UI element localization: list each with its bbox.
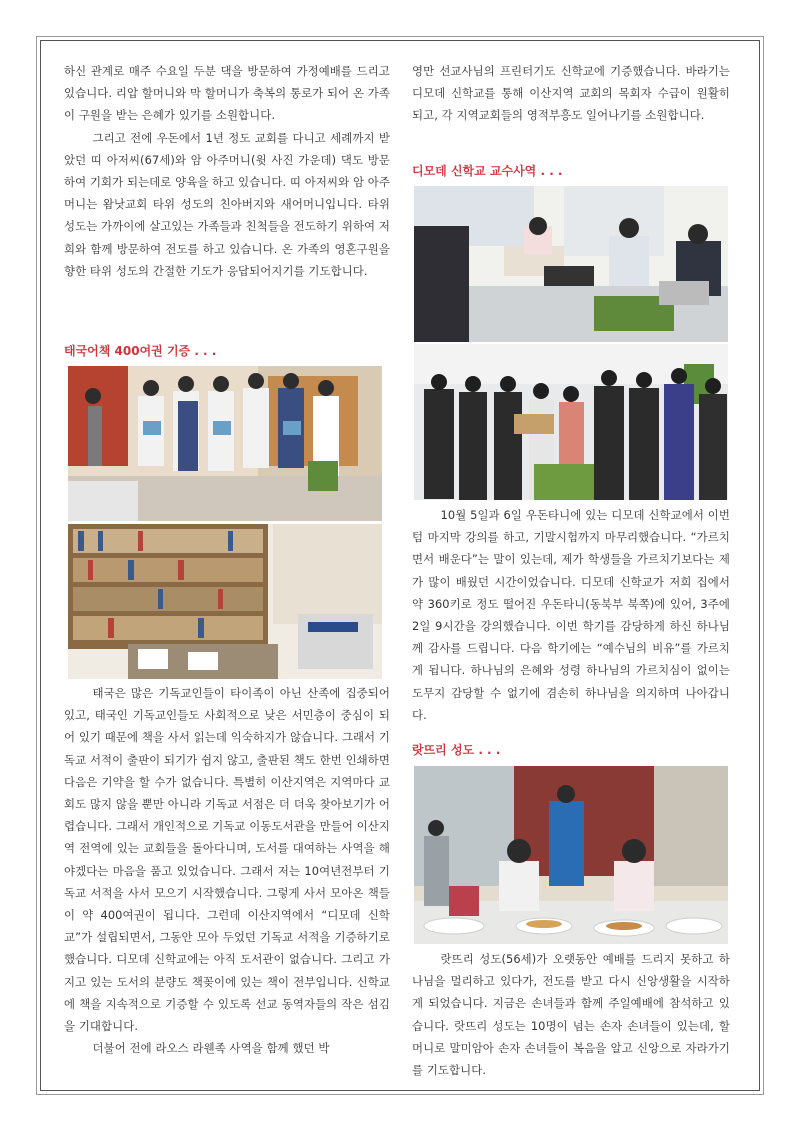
paragraph-lattri: 랏뜨리 성도(56세)가 오랫동안 예배를 드리지 못하고 하나님을 멀리하고 있다가, 전도를 받고 다시 신앙생활을 시작하게 되었습니다. 지금은 손녀들과 함께 주일예배에 참석하고 있습니다. 랏뜨리 성도는 10명이 넘는 손자 손녀들이 있는데, 할머니로 말미암아 손자 손녀들이 복음을 알고 신앙으로 자라가기를 기도합니다.	[412, 952, 730, 1078]
heading-teaching-ministry: 디모데 신학교 교수사역 . . .	[412, 164, 563, 178]
paragraph-teaching-report: 10월 5일과 6일 우돈타니에 있는 디모데 신학교에서 이번 텀 마지막 강의를 하고, 기말시험까지 마무리했습니다. “가르치면서 배운다”는 말이 있는데, 제가 학생들을 가르치기보다는 제가 많이 배웠던 시간이었습니다. 디모데 신학교가 저희 집에서 약 360키로 정도 떨어진 우돈타니(동북부 북쪽)에 있어, 3주에 2일 9시간을 강의했습니다. 이번 학기를 감당하게 하신 하나님께 감사를 드립니다. 다음 학기에는 “예수님의 비유”를 가르치게 됩니다. 하나님의 은혜와 성령 하나님의 가르치심이 없이는 도무지 감당할 수 없기에 겸손히 하나님을 의지하며 나아갑니다.	[412, 508, 730, 722]
photo-lattri-family-meal	[414, 766, 728, 944]
photo-bookshelf	[68, 524, 382, 679]
photo-group-teachers-students	[414, 344, 728, 500]
paragraph-printer-donation: 영만 선교사님의 프린터기도 신학교에 기증했습니다. 바라기는 디모데 신학교를 통해 이산지역 교회의 목회자 수급이 원활히 되고, 각 지역교회들의 영적부흥도 일어나기를 소원합니다.	[412, 64, 730, 123]
paragraph-ti-and-am: 그리고 전에 우돈에서 1년 정도 교회를 다니고 세례까지 받았던 띠 아저씨(67세)와 암 아주머니(윗 사진 가운데) 댁도 방문하여 기회가 되는데로 양육을 하고 있습니다. 띠 아저씨와 암 아주머니는 왐낫교회 타위 성도의 친아버지와 새어머니입니다. 타위 성도는 가까이에 살고있는 가족들과 친척들을 전도하기 위하여 저희와 함께 방문하여 전도를 하고 있습니다. 온 가족의 영혼구원을 향한 타위 성도의 간절한 기도가 응답되어지기를 기도합니다.	[64, 130, 390, 278]
paragraph-printer-donation-start: 더불어 전에 라오스 라웬족 사역을 함께 했던 박	[92, 1041, 330, 1056]
photo-students-with-books	[68, 366, 382, 521]
paragraph-thai-christian-books: 태국은 많은 기독교인들이 타이족이 아닌 산족에 집중되어 있고, 태국인 기독교인들도 사회적으로 낮은 서민층이 중심이 되어 있기 때문에 책을 사서 읽는데 익숙하지가 않습니다. 그래서 기독교 서적이 출판이 되기가 쉽지 않고, 출판된 책도 한번 인쇄하면 다음은 기약을 할 수가 없습니다. 특별히 이산지역은 지역마다 교회도 많지 않을 뿐만 아니라 기독교 서점은 더 더욱 찾아보기가 어렵습니다. 그래서 개인적으로 기독교 이동도서관을 만들어 이산지역 전역에 있는 교회들을 돌아다니며, 도서를 대여하는 사역을 해야겠다는 마음을 품고 있었습니다. 그래서 저는 10여년전부터 기독교 서적을 사서 모으기 시작했습니다. 그렇게 사서 모아온 책들이 약 400여권이 됩니다. 그런데 이산지역에서 “디모데 신학교”가 설립되면서, 그동안 모아 두었던 기독교 서적을 기증하기로 했습니다. 디모데 신학교에는 아직 도서관이 없습니다. 그리고 가지고 있는 도서의 분량도 책꽂이에 있는 책이 전부입니다. 신학교에 책을 지속적으로 기증할 수 있도록 선교 동역자들의 작은 섬김을 기대합니다.	[64, 686, 390, 1034]
photo-classroom	[414, 186, 728, 342]
heading-book-donation: 태국어책 400여권 기증 . . .	[64, 344, 217, 358]
left-column	[64, 60, 390, 282]
right-column-top	[412, 60, 730, 127]
heading-lattri: 랏뜨리 성도 . . .	[412, 743, 501, 757]
paragraph-family-worship: 하신 관계로 매주 수요일 두분 댁을 방문하여 가정예배를 드리고 있습니다. 리압 할머니와 막 할머니가 축복의 통로가 되어 온 가족이 구원을 받는 은혜가 있기를 소원합니다.	[64, 64, 390, 123]
